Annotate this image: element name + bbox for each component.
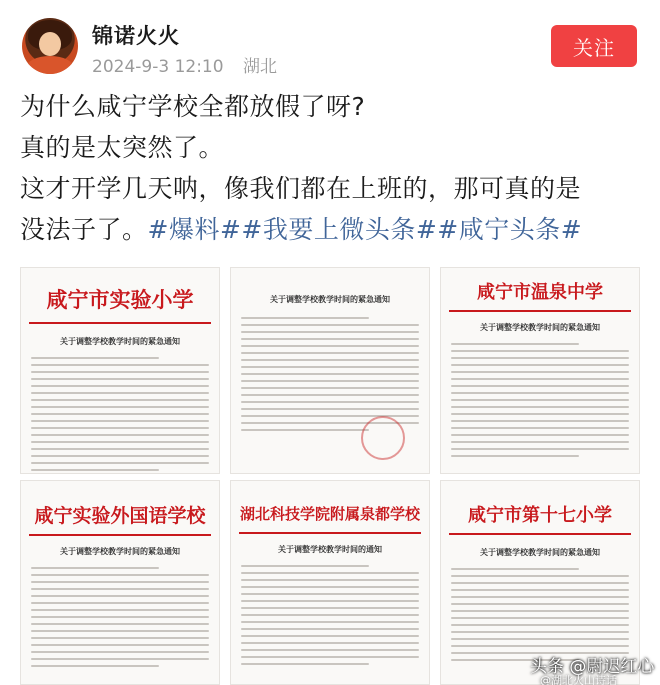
notice-school-name: 咸宁实验外国语学校	[34, 505, 206, 527]
notice-image-1[interactable]	[20, 267, 220, 474]
notice-title: 关于调整学校教学时间的紧急通知	[270, 295, 390, 304]
notice-school-name: 咸宁市实验小学	[46, 287, 194, 312]
notice-title: 关于调整学校教学时间的紧急通知	[480, 323, 600, 332]
hashtag-links[interactable]: #爆料##我要上微头条##咸宁头条#	[147, 215, 583, 244]
avatar[interactable]	[22, 18, 78, 74]
notice-school-name: 咸宁市温泉中学	[477, 282, 603, 303]
post-meta	[92, 52, 291, 77]
post-body	[20, 86, 645, 250]
notice-school-name: 湖北科技学院附属泉都学校	[239, 505, 420, 523]
post-line-text: 没法子了。	[20, 215, 148, 244]
notice-image-2[interactable]	[230, 267, 430, 474]
watermark-sub: @湖北火山诗话	[540, 674, 617, 685]
notice-school-name: 咸宁市第十七小学	[468, 505, 612, 526]
post-line: 这才开学几天呐，像我们都在上班的，那可真的是	[20, 174, 582, 203]
post-location: 湖北	[242, 57, 277, 77]
notice-title: 关于调整学校教学时间的紧急通知	[480, 548, 600, 557]
post-date: 2024-9-3 12:10	[92, 57, 224, 77]
watermark: 头条 @尉迟红心	[530, 657, 655, 677]
image-grid	[20, 267, 640, 685]
notice-image-4[interactable]	[20, 480, 220, 685]
post-header	[0, 0, 660, 84]
notice-title: 关于调整学校教学时间的通知	[278, 545, 382, 554]
post-line: 真的是太突然了。	[20, 133, 225, 162]
official-stamp	[361, 416, 405, 460]
notice-image-5[interactable]	[230, 480, 430, 685]
notice-title: 关于调整学校教学时间的紧急通知	[60, 337, 180, 346]
post-line: 为什么咸宁学校全都放假了呀?	[20, 92, 366, 121]
post-line	[20, 209, 645, 250]
notice-image-3[interactable]	[440, 267, 640, 474]
follow-button[interactable]: 关注	[551, 25, 637, 67]
notice-title: 关于调整学校教学时间的紧急通知	[60, 547, 180, 556]
author-name[interactable]: 锦诺火火	[92, 24, 180, 48]
